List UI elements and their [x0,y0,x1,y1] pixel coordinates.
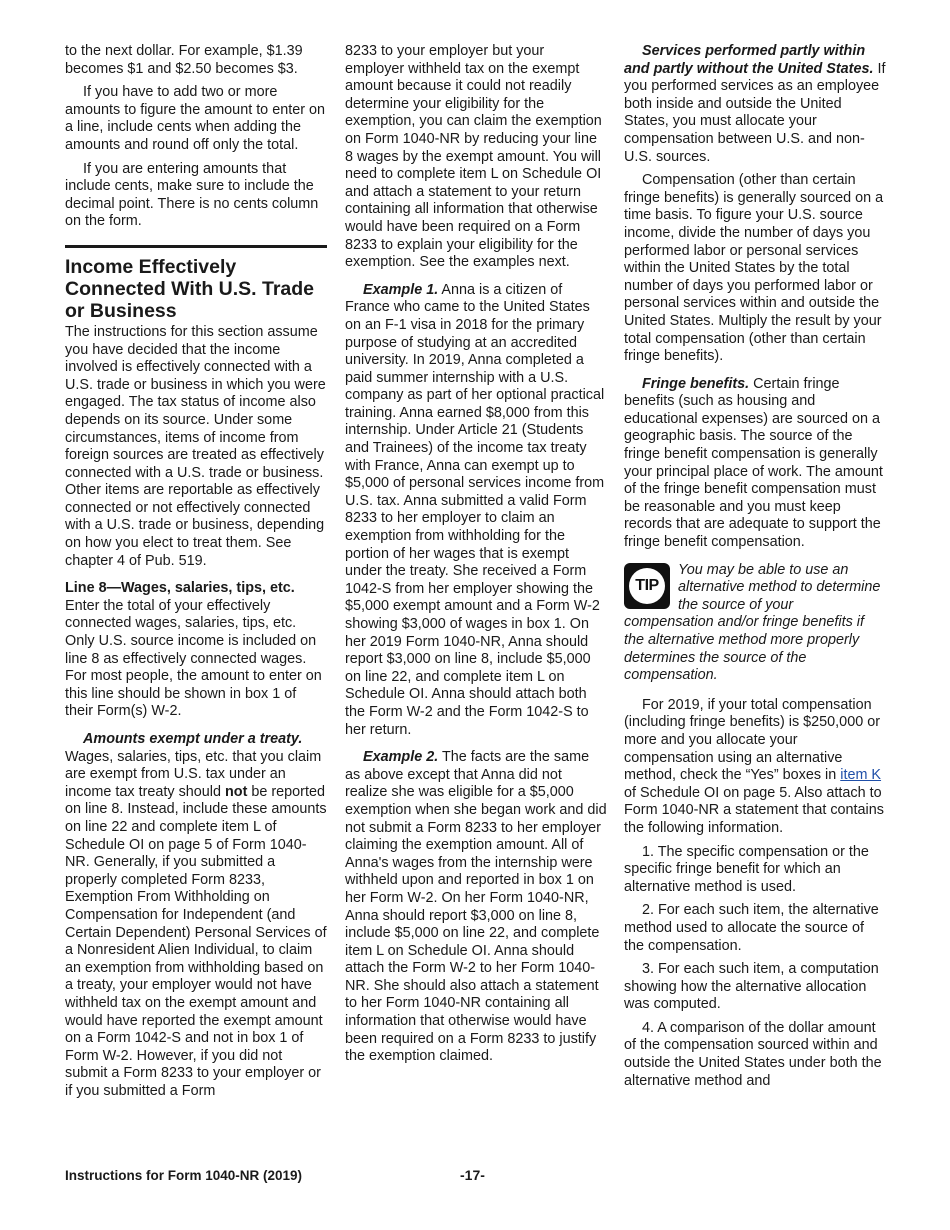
list-item-1: 1. The specific compensation or the specific fringe benefit for which an alternative method is used. [624,843,869,895]
tip-box [624,562,886,685]
example-1-text: Anna is a citizen of France who came to the United States on an F-1 visa in 2018 for the primary purpose of studying at an accredited university. In 2019, Anna completed a paid summer internship with a U.S. company as part of her optional practical training. Anna earned $8,000 from this internship. Under Article 21 (Students and Trainees) of the income tax treaty with France, Anna can exempt up to $5,000 of personal services income from U.S. tax. Anna submitted a valid Form 8233 to her employer to claim an exemption from withholding for the portion of her wages that is exempt under the treaty. She received a Form 1042-S from her employer showing the $5,000 exempt amount and a Form W-2 showing $3,000 of wages in box 1. On her 2019 Form 1040-NR, Anna should report $3,000 on line 8, include $5,000 on line 22, and complete item L on Schedule OI. Anna should attach both the Form W-2 and the Form 1042-S to her return. [345,281,605,738]
treaty-exempt-title: Amounts exempt under a treaty. [83,731,303,747]
paragraph-adding-amounts: If you have to add two or more amounts to figure the amount to enter on a line, include cents when adding the amounts and round off only the total. [65,84,325,153]
treaty-exempt-text-2: be reported on line 8. Instead, include these amounts on line 22 and complete item L of Schedule OI on page 5 of Form 1040-NR. Generally, if you submitted a properly completed Form 8233, Exemption From Withholding on Compensation for Independent (and Certain Dependent) Personal Services of a Nonresident Alien Individual, to claim an exemption from withholding based on a treaty, your employer would not have withheld tax on the exempt amount and would have reported the exempt amount on a Form 1042-S and not in box 1 of Form W-2. However, if you did not submit a Form 8233 to your employer or if you submitted a Form [65,783,327,1099]
footer-form-title: Instructions for Form 1040-NR (2019) [65,1168,303,1183]
fringe-benefits-title: Fringe benefits. [642,375,750,392]
list-item-2: 2. For each such item, the alternative method used to allocate the source of the compensation. [624,902,879,954]
services-partly-text: If you performed services as an employee both inside and outside the United States, you must allocate your compensation between U.S. and non-U.S. sources. [624,60,886,165]
column-3 [624,43,886,1096]
paragraph-line-8 [65,580,327,721]
treaty-exempt-not: not [224,783,248,800]
paragraph-example-2 [345,749,607,1066]
footer-page-number: -17- [460,1167,485,1183]
example-2-text: The facts are the same as above except that Anna did not realize she was eligible for a $5,000 exemption when she began work and did not submit a Form 8233 to her employer claiming the exemption amount. All of Anna's wages from the internship were withheld upon and reported in box 1 on her Form W-2. On her Form 1040-NR, Anna should report $3,000 on line 8, include $5,000 on line 22, and complete item L on Schedule OI. Anna should attach the Form W-2 to her Form 1040-NR. She should also attach a statement to her Form 1040-NR containing all information that otherwise would have been required on a Form 8233 to justify the exemption claimed. [345,749,607,1065]
line-8-text: Enter the total of your effectively connected wages, salaries, tips, etc. Only U.S. source income is included on line 8 as effectively connected wages. For most people, the amount to enter on this line should be shown in box 1 of their Form(s) W-2. [65,597,322,720]
paragraph-example-1 [345,282,607,739]
paragraph-services-partly [624,43,886,166]
list-item-4: 4. A comparison of the dollar amount of the compensation sourced within and outside the United States under both the alternative method and [624,1019,882,1089]
paragraph-cents: If you are entering amounts that include cents, make sure to include the decimal point. There is no cents column on the form. [65,160,319,230]
services-partly-title: Services performed partly within and partly without the United States. [624,43,874,77]
item-k-link[interactable]: item K [840,767,882,784]
paragraph-section-intro: The instructions for this section assume you have decided that the income involved is effectively connected with a U.S. trade or business in which you were engaged. The tax status of income also depends on its source. Under some circumstances, items of income from foreign sources are treated as effectively connected with a U.S. trade or business. Other items are reportable as effectively connected or not effectively connected with a U.S. trade or business, depending on how you elect to treat them. See chapter 4 of Pub. 519. [65,323,326,569]
section-divider [65,245,327,248]
tip-text: You may be able to use an alternative method to determine the source of your compensation and/or fringe benefits if the alternative method more properly determines the source of the compensation. [624,561,881,684]
example-1-title: Example 1. [363,281,439,298]
column-2 [345,43,607,1072]
list-item-3: 3. For each such item, a computation showing how the alternative allocation was computed. [624,961,879,1013]
paragraph-2019-threshold [624,697,886,838]
paragraph-treaty-exempt [65,731,327,1100]
column-1 [65,43,327,1106]
paragraph-compensation: Compensation (other than certain fringe benefits) is generally sourced on a time basis. To figure your U.S. source income, divide the number of days you performed labor or personal services within the United States by the total number of days you performed labor or personal services within and outside the United States. Multiply the result by your total compensation (other than certain fringe benefits). [624,172,884,365]
paragraph-rounding: to the next dollar. For example, $1.39 becomes $1 and $2.50 becomes $3. [65,43,303,77]
paragraph-form-8233: 8233 to your employer but your employer withheld tax on the exempt amount because it could not readily determine your eligibility for the exemption, you can claim the exemption on Form 1040-NR by reducing your line 8 wages by the exempt amount. You will need to complete item L on Schedule OI and attach a statement to your return containing all information that otherwise would have been required on a Form 8233 to explain your eligibility for the exemption. See the examples next. [345,43,602,271]
tip-icon [624,563,670,609]
treaty-exempt-text-1: Wages, salaries, tips, etc. that you claim are exempt from U.S. tax under an income tax treaty should [65,748,322,800]
section-heading: Income Effectively Connected With U.S. Trade or Business [65,255,315,322]
paragraph-fringe-benefits [624,376,886,552]
example-2-title: Example 2. [363,749,439,766]
tip-icon-label: TIP [629,568,665,604]
threshold-text-b: of Schedule OI on page 5. Also attach to Form 1040-NR a statement that contains the following information. [624,784,884,836]
line-8-title: Line 8—Wages, salaries, tips, etc. [65,580,295,597]
fringe-benefits-text: Certain fringe benefits (such as housing and educational expenses) are sourced on a geographic basis. The source of the fringe benefit compensation is generally your principal place of work. The amount of the fringe benefit compensation must be reasonable and you must keep records that are adequate to support the fringe benefit compensation. [624,375,883,551]
threshold-text-a: For 2019, if your total compensation (including fringe benefits) is $250,000 or more and you allocate your compensation using an alternative method, check the “Yes” boxes in [624,696,880,784]
